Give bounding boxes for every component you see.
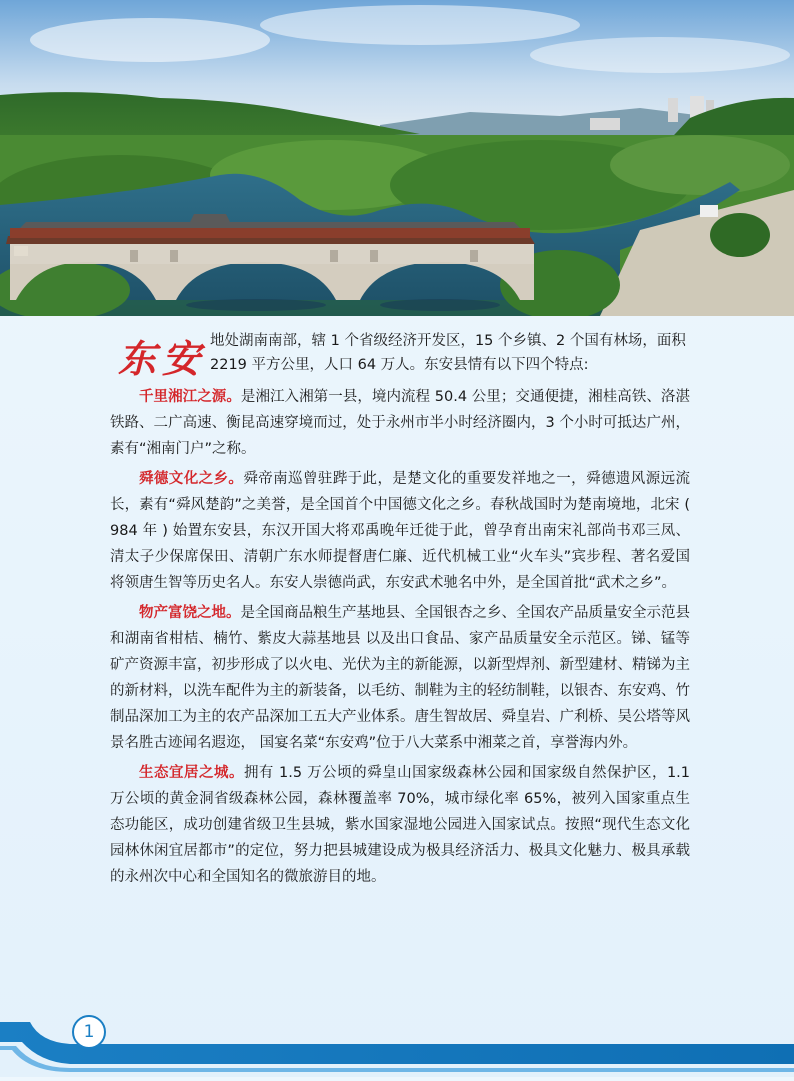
hero-photo — [0, 0, 794, 316]
section-body: 拥有 1.5 万公顷的舜皇山国家级森林公园和国家级自然保护区，1.1 万公顷的黄金洞省级森林公园，森林覆盖率 70%，城市绿化率 65%，被列入国家重点生态功能区，成功创建省级卫生县城，紫水国家湿地公园进入国家试点。按照“现代生态文化园林休闲宜居都市”的定位，努力把县城建设成为极具经济活力、极具文化魅力、极具承载的永州次中心和全国知名的微旅游目的地。 — [110, 765, 690, 885]
intro-block — [110, 326, 690, 384]
section-body: 舜帝南巡曾驻跸于此，是楚文化的重要发祥地之一，舜德遗风源远流长，素有“舜风楚韵”之美誉，是全国首个中国德文化之乡。春秋战国时为楚南境地，北宋 ( 984 年 ) 始置东安县，东汉开国大将邓禹晚年迁徙于此，曾孕育出南宋礼部尚书邓三凤、清太子少保席保田、清朝广东水师提督唐仁廉、近代机械工业“火车头”宾步程、著名爱国将领唐生智等历史名人。东安人崇德尚武，东安武术驰名中外，是全国首批“武术之乡”。 — [110, 471, 691, 591]
page-number: 1 — [72, 1015, 106, 1049]
section-lead: 千里湘江之源。 — [139, 389, 241, 405]
section-paragraph — [110, 384, 690, 462]
section-lead: 生态宜居之城。 — [139, 765, 244, 781]
section-paragraph — [110, 760, 690, 890]
section-paragraph — [110, 466, 690, 596]
section-paragraph — [110, 600, 690, 756]
section-lead: 舜德文化之乡。 — [139, 471, 244, 487]
article-body — [110, 326, 690, 894]
footer-band — [0, 1012, 794, 1077]
article-title: 东安 — [118, 336, 207, 381]
section-body: 是全国商品粮生产基地县、全国银杏之乡、全国农产品质量安全示范县和湖南省柑桔、楠竹、紫皮大蒜基地县 以及出口食品、家产品质量安全示范区。锑、锰等矿产资源丰富，初步形成了以火电、光伏为主的新能源，以新型焊剂、新型建材、精锑为主的新材料，以洗车配件为主的新装备，以毛纺、制鞋为主的轻纺制鞋，以银杏、东安鸡、竹制品深加工为主的农产品深加工五大产业体系。唐生智故居、舜皇岩、广利桥、吴公塔等风景名胜古迹闻名遐迩， 国宴名菜“东安鸡”位于八大菜系中湘菜之首，享誉海内外。 — [110, 605, 690, 751]
section-body: 是湘江入湘第一县，境内流程 50.4 公里；交通便捷，湘桂高铁、洛湛铁路、二广高速、衡昆高速穿境而过，处于永州市半小时经济圈内，3 个小时可抵达广州，素有“湘南门户”之称。 — [110, 389, 690, 457]
intro-text: 地处湖南南部，辖 1 个省级经济开发区，15 个乡镇、2 个国有林场，面积 2219 平方公里，人口 64 万人。东安县情有以下四个特点: — [210, 333, 686, 373]
section-lead: 物产富饶之地。 — [139, 605, 241, 621]
